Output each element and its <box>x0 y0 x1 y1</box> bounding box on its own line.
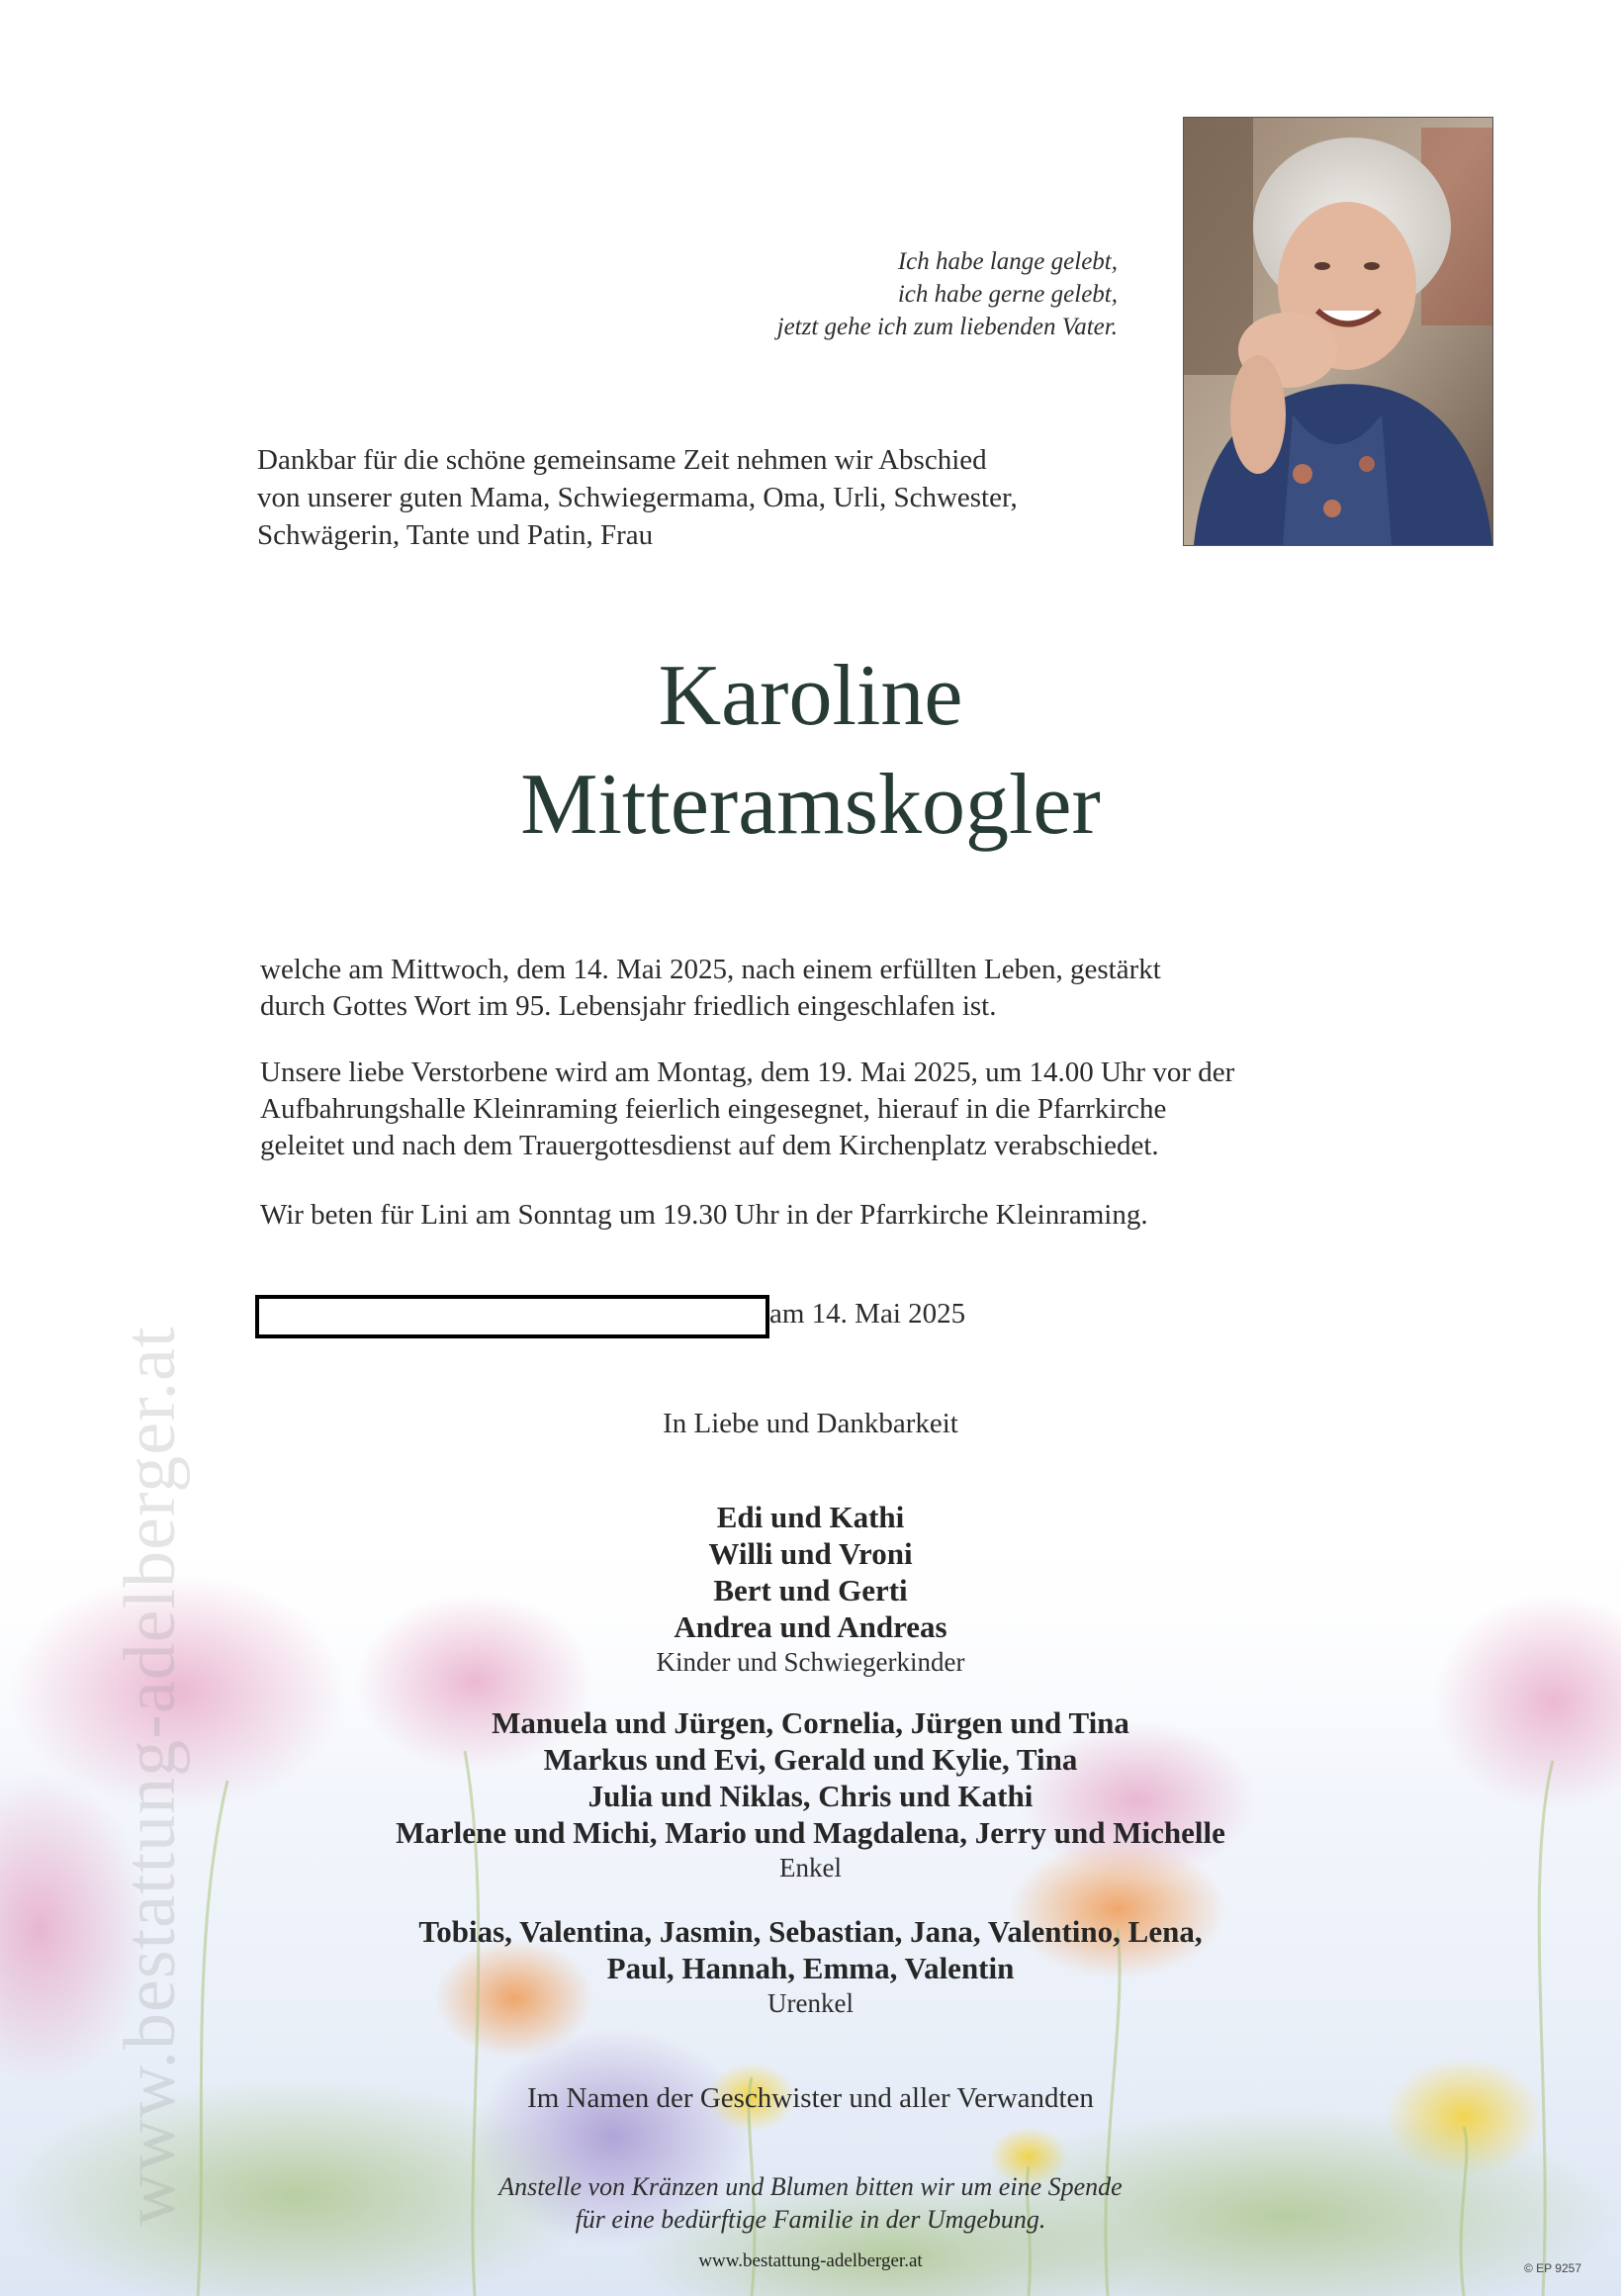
quote-line: jetzt gehe ich zum liebenden Vater. <box>776 314 1118 340</box>
donation-line: für eine bedürftige Familie in der Umgebung. <box>575 2205 1046 2234</box>
watermark: www.bestattung-adelberger.at <box>110 1326 191 2226</box>
children-name: Bert und Gerti <box>713 1573 908 1607</box>
portrait-image <box>1184 118 1492 545</box>
intro-line: Dankbar für die schöne gemeinsame Zeit nehmen wir Abschied <box>257 444 987 476</box>
document-code: © EP 9257 <box>1524 2261 1581 2275</box>
greeting: In Liebe und Dankbarkeit <box>663 1408 958 1439</box>
grandchildren-name: Julia und Niklas, Chris und Kathi <box>587 1779 1034 1813</box>
intro-line: Schwägerin, Tante und Patin, Frau <box>257 519 654 551</box>
death-paragraph <box>260 952 1348 1025</box>
paragraph-line: durch Gottes Wort im 95. Lebensjahr friedlich eingeschlafen ist. <box>260 990 997 1022</box>
grandchildren-role: Enkel <box>779 1853 842 1883</box>
website-link[interactable]: www.bestattung-adelberger.at <box>698 2250 923 2271</box>
deceased-last-name: Mitteramskogler <box>520 757 1101 853</box>
paragraph-line: Aufbahrungshalle Kleinraming feierlich eingesegnet, hierauf in die Pfarrkirche <box>260 1093 1167 1125</box>
place-date: am 14. Mai 2025 <box>769 1298 966 1330</box>
grandchildren-name: Markus und Evi, Gerald und Kylie, Tina <box>543 1742 1078 1777</box>
great-grandchildren-name: Paul, Hannah, Emma, Valentin <box>606 1951 1015 1985</box>
funeral-paragraph <box>260 1055 1348 1164</box>
great-grandchildren-name: Tobias, Valentina, Jasmin, Sebastian, Jana, Valentino, Lena, <box>418 1914 1203 1949</box>
closing-line: Im Namen der Geschwister und aller Verwandten <box>527 2082 1094 2114</box>
grandchildren-name: Marlene und Michi, Mario und Magdalena, Jerry und Michelle <box>396 1815 1225 1850</box>
grandchildren-name: Manuela und Jürgen, Cornelia, Jürgen und Tina <box>492 1705 1129 1740</box>
paragraph-line: Unsere liebe Verstorbene wird am Montag, dem 19. Mai 2025, um 14.00 Uhr vor der <box>260 1056 1235 1088</box>
children-name: Edi und Kathi <box>716 1500 905 1534</box>
quote <box>777 245 1118 343</box>
quote-line: Ich habe lange gelebt, <box>897 248 1118 275</box>
donation-line: Anstelle von Kränzen und Blumen bitten wir um eine Spende <box>498 2172 1123 2201</box>
intro-text <box>257 441 1127 554</box>
children-role: Kinder und Schwiegerkinder <box>656 1647 965 1677</box>
redacted-place <box>255 1295 769 1338</box>
paragraph-line: welche am Mittwoch, dem 14. Mai 2025, nach einem erfüllten Leben, gestärkt <box>260 954 1161 985</box>
intro-line: von unserer guten Mama, Schwiegermama, Oma, Urli, Schwester, <box>257 482 1018 513</box>
great-grandchildren-role: Urenkel <box>767 1988 854 2018</box>
quote-line: ich habe gerne gelebt, <box>897 281 1118 308</box>
paragraph-line: geleitet und nach dem Trauergottesdienst auf dem Kirchenplatz verabschiedet. <box>260 1130 1159 1161</box>
paragraph-line: Wir beten für Lini am Sonntag um 19.30 Uhr in der Pfarrkirche Kleinraming. <box>260 1199 1148 1231</box>
deceased-first-name: Karoline <box>658 648 963 744</box>
children-name: Andrea und Andreas <box>674 1609 947 1644</box>
prayer-paragraph <box>260 1197 1348 1234</box>
portrait-photo <box>1183 117 1493 546</box>
donation-note <box>0 2170 1621 2236</box>
children-name: Willi und Vroni <box>708 1536 913 1571</box>
